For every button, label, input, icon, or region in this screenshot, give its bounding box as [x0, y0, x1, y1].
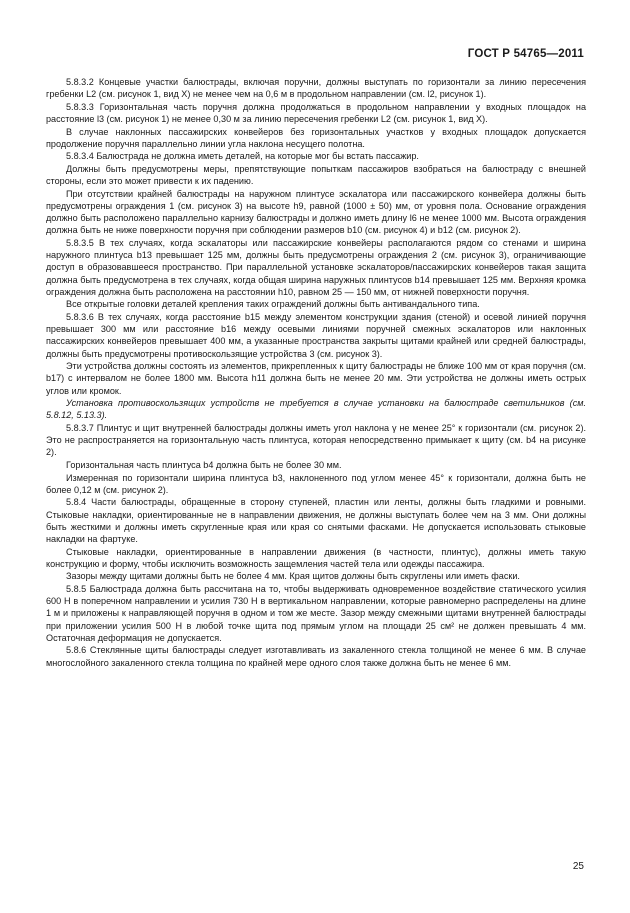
paragraph-5-8-4: 5.8.4 Части балюстрады, обращенные в сторону ступеней, пластин или ленты, должны быть гладкими и ровными. Стыковые накладки, ориентированные не в направлении движения, не должны выступать более чем на 3 мм. Они должны быть жесткими и должны иметь скругленные края или края со снятыми фасками. Не допускается использовать стыковые накладки на фартуке.: [46, 497, 586, 544]
paragraph: Стыковые накладки, ориентированные в направлении движения (в частности, плинтус), должны иметь такую конструкцию и форму, чтобы исключить возможность защемления частей тела или одежды пассажира.: [46, 546, 586, 569]
paragraph: Зазоры между щитами должны быть не более 4 мм. Края щитов должны быть скруглены или иметь фаски.: [66, 571, 520, 582]
document-body: [46, 76, 586, 669]
paragraph-5-8-3-4: 5.8.3.4 Балюстрада не должна иметь деталей, на которые мог бы встать пассажир.: [66, 151, 419, 162]
standard-header: ГОСТ Р 54765—2011: [467, 48, 584, 60]
paragraph: Все открытые головки деталей крепления таких ограждений должны быть антивандального типа.: [66, 299, 480, 310]
paragraph-5-8-3-7: 5.8.3.7 Плинтус и щит внутренней балюстрады должны иметь угол наклона γ не менее 25° к горизонтали (см. рисунок 2). Это не распространяется на горизонтальную часть плинтуса, которая непосредственно примыкает к щиту (см. b4 на рисунке 2).: [46, 422, 586, 458]
paragraph-5-8-6: 5.8.6 Стеклянные щиты балюстрады следует изготавливать из закаленного стекла толщиной не менее 6 мм. В случае многослойного закаленного стекла толщина по крайней мере одного слоя также должна быть не менее 6 мм.: [46, 645, 586, 668]
paragraph-5-8-3-3: 5.8.3.3 Горизонтальная часть поручня должна продолжаться в продольном направлении у входных площадок на расстояние l3 (см. рисунок 1) не менее 0,30 м за линию пересечения гребенки L2 (см. рисунок 1, вид Х).: [46, 101, 586, 124]
paragraph: Должны быть предусмотрены меры, препятствующие попыткам пассажиров взобраться на балюстраду с внешней стороны, если это может привести к их падению.: [46, 163, 586, 187]
paragraph-5-8-3-5: 5.8.3.5 В тех случаях, когда эскалаторы или пассажирские конвейеры располагаются рядом со стенами и ширина наружного плинтуса b13 превышает 125 мм, должны быть предусмотрены ограждения 2 (см. рисунок 3), ограничивающие доступ в образовавшееся пространство. При параллельной установке эскалаторов/пассажирских конвейеров такая защита должна быть предусмотрена в тех случаях, когда общая ширина наружных плинтусов b14 превышает 125 мм. Верхняя кромка ограждения должна быть расположена на расстоянии h10, равном 25 — 150 мм, от нижней поверхности поручня.: [46, 237, 586, 297]
paragraph-5-8-3-6: 5.8.3.6 В тех случаях, когда расстояние b15 между элементом конструкции здания (стеной) и осевой линией поручня превышает 300 мм или расстояние b16 между осевыми линиями поручней смежных эскалаторов или наклонных пассажирских конвейеров превышает 400 мм, а указанные пространства закрыты щитами крайней или средней балюстрады, должны быть предусмотрены противоскользящие устройства 3 (см. рисунок 3).: [46, 311, 586, 359]
paragraph: В случае наклонных пассажирских конвейеров без горизонтальных участков у входных площадок допускается продолжение поручня параллельно линии угла наклона несущего полотна.: [46, 126, 586, 149]
italic-note: Установка противоскользящих устройств не требуется в случае установки на балюстраде светильников (см. 5.8.12, 5.13.3).: [46, 398, 586, 421]
paragraph: Горизонтальная часть плинтуса b4 должна быть не более 30 мм.: [66, 459, 342, 470]
paragraph: Эти устройства должны состоять из элементов, прикрепленных к щиту балюстрады не ближе 100 мм от края поручня (см. b17) с интервалом не более 1800 мм. Высота h11 должна быть не менее 20 мм. Эти устройства не должны иметь острых углов или кромок.: [46, 361, 586, 396]
paragraph-5-8-3-2: 5.8.3.2 Концевые участки балюстрады, включая поручни, должны выступать по горизонтали за линию пересечения гребенки L2 (см. рисунок 1, вид Х) не менее чем на 0,6 м в продольном направлении (см. l2, рисунок 1).: [46, 77, 586, 100]
paragraph: При отсутствии крайней балюстрады на наружном плинтусе эскалатора или пассажирского конвейера должны быть предусмотрены ограждения 1 (см. рисунок 3) на высоте h9, равной (1000 ± 50) мм, от уровня пола. Основание ограждения должно быть расположено параллельно карнизу балюстрады и должно иметь длину l6 не менее 1000 мм. Высота ограждения должна быть не ниже поверхности поручня при соблюдении размеров b10 (см. рисунок 4) и b12 (см. рисунок 2).: [46, 188, 586, 236]
paragraph: Измеренная по горизонтали ширина плинтуса b3, наклоненного под углом менее 45° к горизонтали, должна быть не более 0,12 м (см. рисунок 2).: [46, 472, 586, 495]
page-number: 25: [572, 861, 584, 872]
paragraph-5-8-5: 5.8.5 Балюстрада должна быть рассчитана на то, чтобы выдерживать одновременное воздействие статического усилия 600 Н в поперечном направлении и усилия 730 Н в вертикальном направлении, которые равномерно распределены на длине 1 м и приложены к направляющей поручня в одном и том же месте. Зазор между смежными щитами внутренней балюстрады при приложении усилия 500 Н в любой точке щита под прямым углом на площади 25 см² не должен превышать 4 мм. Остаточная деформация не допускается.: [46, 583, 586, 643]
